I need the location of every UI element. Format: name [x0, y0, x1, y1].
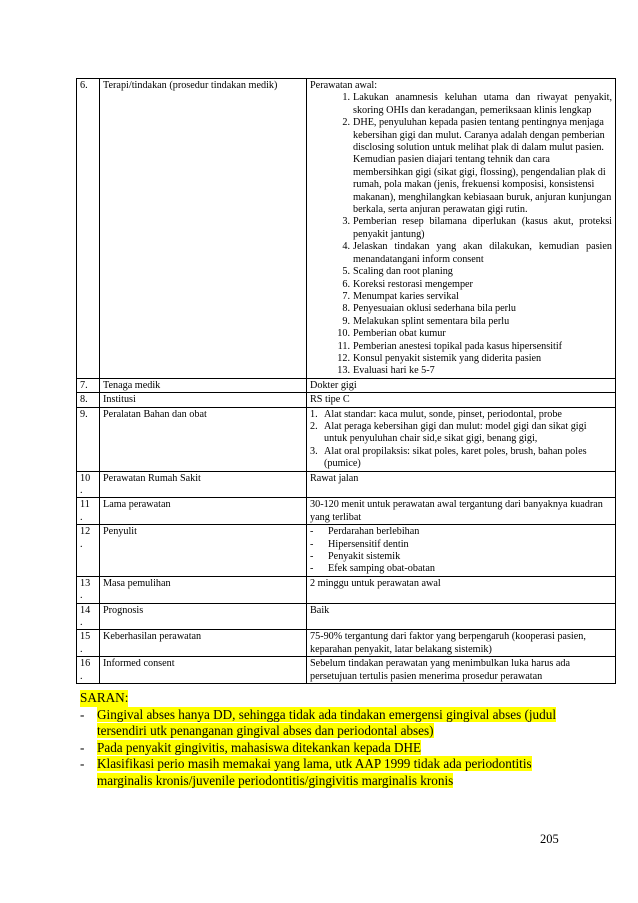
row-value: Baik — [307, 603, 616, 630]
table-row — [77, 407, 616, 471]
list-item: 1. Alat standar: kaca mulut, sonde, pinset, periodontal, probe — [310, 408, 562, 420]
table-row — [77, 525, 616, 577]
row-value: 75-90% tergantung dari faktor yang berpengaruh (kooperasi pasien, keparahan penyakit, latar belakang sistemik) — [307, 630, 616, 657]
row-label: Informed consent — [100, 657, 307, 684]
list-item: 10. Pemberian obat kumur — [337, 328, 446, 340]
equipment-list — [310, 409, 612, 471]
list-item: 2. DHE, penyuluhan kepada pasien tentang pentingnya menjaga kebersihan gigi dan mulut. Caranya adalah dengan pemberian disclosing solution untuk melihat plak di dalam mulut pasien. Kemudian pasien diajari tentang tehnik dan cara membersihkan gigi (sikat gigi, flossing), pengendalian plak di rumah, pola makan (jenis, frekuensi komposisi, konsistensi makanan), menghilangkan kebiasaan buruk, anjuran kunjungan berkala, serta anjuran perawatan gigi rutin. — [342, 117, 612, 216]
table-row — [77, 79, 616, 379]
list-item: 6. Koreksi restorasi mengemper — [342, 278, 473, 290]
list-item: 4. Jelaskan tindakan yang akan dilakukan, kemudian pasien menandatangani inform consent — [342, 241, 612, 265]
saran-section — [80, 690, 580, 790]
row-label: Peralatan Bahan dan obat — [100, 407, 307, 471]
list-item: 9. Melakukan splint sementara bila perlu — [342, 315, 510, 327]
list-item: - Penyakit sistemik — [310, 551, 401, 563]
row-number: 12 . — [77, 525, 100, 577]
row-content — [307, 407, 616, 471]
row-number: 8. — [77, 393, 100, 407]
list-item: 13. Evaluasi hari ke 5-7 — [337, 365, 435, 377]
row-label: Penyulit — [100, 525, 307, 577]
list-item: 12. Konsul penyakit sistemik yang diderita pasien — [337, 352, 542, 364]
list-item: 3. Pemberian resep bilamana diperlukan (kasus akut, proteksi penyakit jantung) — [342, 216, 612, 240]
therapy-intro: Perawatan awal: — [310, 80, 378, 91]
row-number: 11 . — [77, 498, 100, 525]
row-label: Prognosis — [100, 603, 307, 630]
row-value: Dokter gigi — [307, 378, 616, 392]
row-label: Keberhasilan perawatan — [100, 630, 307, 657]
list-item: 3. Alat oral propilaksis: sikat poles, karet poles, brush, bahan poles (pumice) — [310, 445, 587, 470]
row-number: 15 . — [77, 630, 100, 657]
table-row — [77, 657, 616, 684]
list-item: - Perdarahan berlebihan — [310, 526, 420, 538]
row-number: 7. — [77, 378, 100, 392]
list-item: 1. Lakukan anamnesis keluhan utama dan riwayat penyakit, skoring OHIs dan keradangan, pemeriksaan klinis lengkap — [342, 92, 612, 116]
list-item: 8. Penyesuaian oklusi sederhana bila perlu — [342, 303, 516, 315]
row-content — [307, 79, 616, 379]
row-content — [307, 525, 616, 577]
row-number: 9. — [77, 407, 100, 471]
row-label: Perawatan Rumah Sakit — [100, 471, 307, 498]
list-item: 11. Pemberian anestesi topikal pada kasus hipersensitif — [337, 340, 563, 352]
row-number: 10 . — [77, 471, 100, 498]
procedure-table — [76, 78, 616, 684]
table-row — [77, 393, 616, 407]
list-item: 5. Scaling dan root planing — [342, 266, 453, 278]
saran-item: - Pada penyakit gingivitis, mahasiswa ditekankan kepada DHE — [80, 739, 422, 755]
row-number: 16 . — [77, 657, 100, 684]
row-number: 13 . — [77, 576, 100, 603]
list-item: - Hipersensitif dentin — [310, 538, 409, 550]
row-label: Terapi/tindakan (prosedur tindakan medik) — [100, 79, 307, 379]
table-row — [77, 378, 616, 392]
row-label: Tenaga medik — [100, 378, 307, 392]
table-row — [77, 471, 616, 498]
page-number: 205 — [540, 832, 559, 846]
row-value: 30-120 menit untuk perawatan awal tergantung dari banyaknya kuadran yang terlibat — [307, 498, 616, 525]
saran-item: - Gingival abses hanya DD, sehingga tidak ada tindakan emergensi gingival abses (judul tersendiri utk penanganan gingival abses dan periodontal abses) — [80, 706, 557, 739]
list-item: 7. Menumpat karies servikal — [342, 290, 459, 302]
row-value: RS tipe C — [307, 393, 616, 407]
list-item: - Efek samping obat-obatan — [310, 563, 435, 575]
complication-list — [310, 526, 612, 576]
row-label: Masa pemulihan — [100, 576, 307, 603]
table-row — [77, 576, 616, 603]
saran-title: SARAN: — [80, 690, 129, 705]
therapy-list — [310, 92, 612, 377]
table-row — [77, 498, 616, 525]
table-row — [77, 630, 616, 657]
row-label: Institusi — [100, 393, 307, 407]
row-number: 6. — [77, 79, 100, 379]
row-value: 2 minggu untuk perawatan awal — [307, 576, 616, 603]
saran-item: - Klasifikasi perio masih memakai yang lama, utk AAP 1999 tidak ada periodontitis marginalis kronis/juvenile periodontitis/gingivitis marginalis kronis — [80, 756, 532, 788]
row-value: Rawat jalan — [307, 471, 616, 498]
row-number: 14 . — [77, 603, 100, 630]
list-item: 2. Alat peraga kebersihan gigi dan mulut: model gigi dan sikat gigi untuk penyuluhan chair sid,e sikat gigi, benang gigi, — [310, 420, 587, 445]
row-value: Sebelum tindakan perawatan yang menimbulkan luka harus ada persetujuan tertulis pasien menerima prosedur perawatan — [307, 657, 616, 684]
table-row — [77, 603, 616, 630]
row-label: Lama perawatan — [100, 498, 307, 525]
